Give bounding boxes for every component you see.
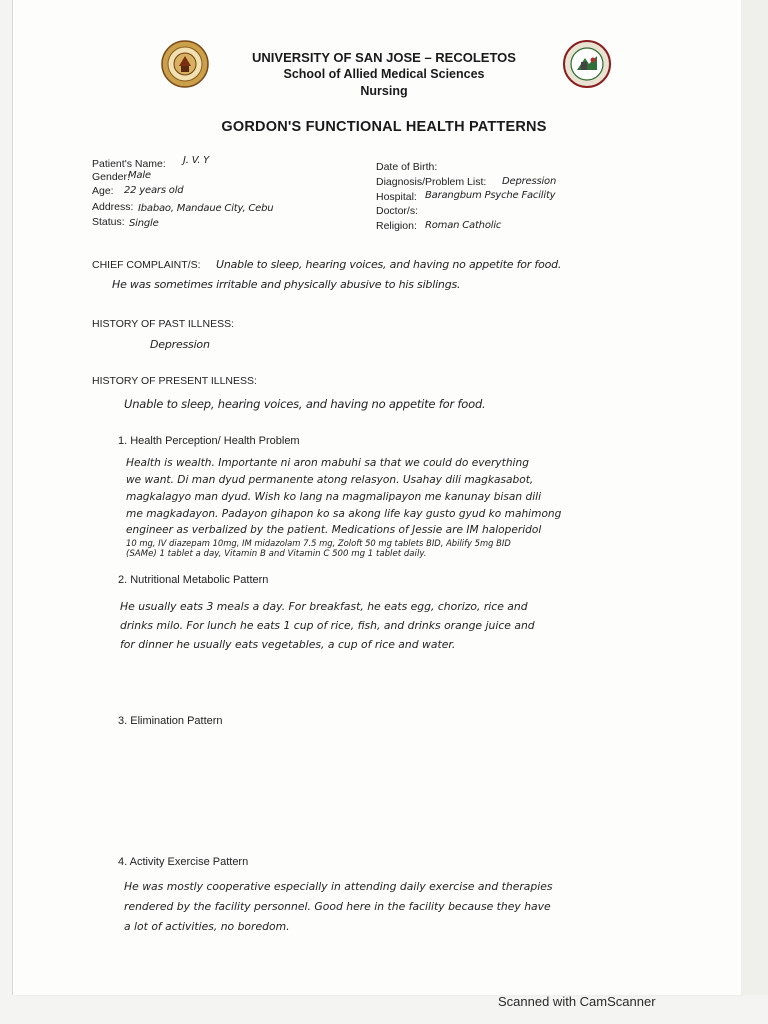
note-line: drinks milo. For lunch he eats 1 cup of rice, fish, and drinks orange juice and: [120, 619, 535, 632]
gender-value: Male: [128, 170, 151, 181]
section-elimination-label: 3. Elimination Pattern: [118, 715, 223, 727]
section-health-perception-label: 1. Health Perception/ Health Problem: [118, 435, 300, 447]
address-value: Ibabao, Mandaue City, Cebu: [138, 203, 274, 214]
note-line: me magkadayon. Padayon gihapon ko sa akong life kay gusto gyud ko mahimong: [126, 508, 562, 520]
age-value: 22 years old: [124, 185, 184, 196]
status-value: Single: [129, 218, 159, 229]
note-line: (SAMe) 1 tablet a day, Vitamin B and Vitamin C 500 mg 1 tablet daily.: [126, 549, 427, 559]
program-name: Nursing: [360, 84, 408, 98]
present-illness-label: HISTORY OF PRESENT ILLNESS:: [92, 375, 257, 387]
diagnosis-value: Depression: [502, 176, 557, 187]
status-label: Status:: [92, 216, 125, 228]
hospital-label: Hospital:: [376, 191, 417, 203]
past-illness-value: Depression: [150, 338, 210, 351]
religion-value: Roman Catholic: [425, 220, 502, 231]
section-activity-notes: [124, 877, 553, 937]
note-line: engineer as verbalized by the patient. Medications of Jessie are IM haloperidol: [126, 524, 542, 536]
address-label: Address:: [92, 201, 134, 213]
present-illness-value: Unable to sleep, hearing voices, and having no appetite for food.: [124, 397, 486, 411]
note-line: He usually eats 3 meals a day. For breakfast, he eats egg, chorizo, rice and: [120, 600, 528, 613]
note-line: magkalagyo man dyud. Wish ko lang na magmalipayon me kanunay bisan dili: [126, 491, 542, 503]
age-label: Age:: [92, 185, 114, 197]
note-line: a lot of activities, no boredom.: [124, 920, 290, 933]
past-illness-label: HISTORY OF PAST ILLNESS:: [92, 318, 234, 330]
note-line: He was mostly cooperative especially in attending daily exercise and therapies: [124, 880, 553, 893]
university-name: UNIVERSITY OF SAN JOSE – RECOLETOS: [252, 50, 516, 65]
chief-complaint-label: CHIEF COMPLAINT/S:: [92, 259, 201, 271]
diagnosis-label: Diagnosis/Problem List:: [376, 176, 487, 188]
section-health-perception-notes: [126, 455, 561, 560]
note-line: we want. Di man dyud permanente atong relasyon. Usahay dili magkasabot,: [126, 474, 534, 486]
note-line: 10 mg, IV diazepam 10mg, IM midazolam 7.5 mg, Zoloft 50 mg tablets BID, Abilify 5mg BID: [126, 538, 511, 548]
patient-name-value: J. V. Y: [183, 155, 210, 166]
religion-label: Religion:: [376, 220, 417, 232]
school-name: School of Allied Medical Sciences: [283, 67, 485, 81]
form-title: GORDON'S FUNCTIONAL HEALTH PATTERNS: [221, 119, 547, 135]
gender-label: Gender:: [92, 171, 130, 183]
scanner-watermark: Scanned with CamScanner: [498, 994, 656, 1009]
note-line: rendered by the facility personnel. Good here in the facility because they have: [124, 900, 551, 913]
chief-complaint-line-1: Unable to sleep, hearing voices, and having no appetite for food.: [216, 258, 562, 271]
dob-label: Date of Birth:: [376, 161, 438, 173]
section-nutritional-notes: [120, 597, 535, 654]
doctor-label: Doctor/s:: [376, 205, 419, 217]
note-line: Health is wealth. Importante ni aron mabuhi sa that we could do everything: [126, 457, 529, 469]
patient-name-label: Patient's Name:: [92, 158, 166, 170]
note-line: for dinner he usually eats vegetables, a cup of rice and water.: [120, 638, 456, 651]
hospital-value: Barangbum Psyche Facility: [425, 190, 556, 201]
scan-edge: [741, 0, 768, 995]
section-nutritional-label: 2. Nutritional Metabolic Pattern: [118, 574, 269, 586]
chief-complaint-line-2: He was sometimes irritable and physically abusive to his siblings.: [112, 278, 461, 291]
section-activity-label: 4. Activity Exercise Pattern: [118, 856, 249, 868]
